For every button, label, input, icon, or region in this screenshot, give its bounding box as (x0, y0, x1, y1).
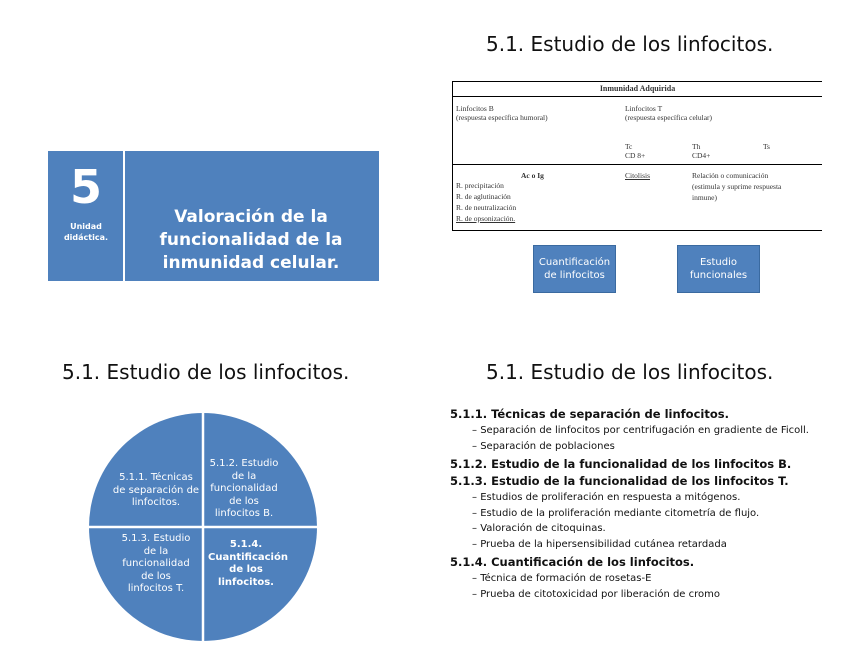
outline-item: – Separación de linfocitos por centrifugación en gradiente de Ficoll. (472, 425, 809, 436)
pie-quadrant-1: 5.1.1. Técnicas de separación de linfocitos. (112, 472, 200, 508)
slide4-title: 5.1. Estudio de los linfocitos. (486, 360, 774, 384)
table-cell: Ts (763, 142, 770, 151)
table-cell: R. de opsonización. (456, 214, 516, 223)
outline-section-2: 5.1.2. Estudio de la funcionalidad de los linfocitos B. (450, 457, 792, 471)
table-cell: (respuesta específica humoral) (456, 113, 548, 122)
cuantificacion-box (533, 245, 616, 293)
pie-quadrant-4: 5.1.4. Cuantificación de los linfocitos. (208, 539, 288, 588)
estudio-funcionales-label: Estudio funcionales (689, 257, 748, 281)
table-cell: (estimula y suprime respuesta (692, 182, 782, 191)
outline-list (450, 406, 835, 604)
outline-item: – Estudio de la proliferación mediante citometría de flujo. (472, 507, 760, 519)
table-cell: Th (692, 142, 701, 151)
outline-item: – Valoración de citoquinas. (472, 523, 606, 534)
table-cell: Tc (625, 142, 633, 151)
pie-diagram (88, 411, 318, 643)
table-header: Inmunidad Adquirida (599, 84, 676, 93)
table-cell: (respuesta específica celular) (625, 113, 713, 122)
table-cell: Linfocitos T (625, 104, 663, 113)
table-cell: R. de aglutinación (456, 192, 511, 201)
table-cell: Ac o Ig (521, 171, 544, 180)
table-cell: CD 8+ (625, 151, 646, 160)
slide2-title: 5.1. Estudio de los linfocitos. (486, 32, 774, 56)
outline-section-1: 5.1.1. Técnicas de separación de linfocitos. (450, 407, 729, 421)
outline-item: – Prueba de la hipersensibilidad cutánea retardada (472, 538, 727, 550)
cuantificacion-label: Cuantificación de linfocitos (538, 257, 611, 281)
table-cell: CD4+ (692, 151, 711, 160)
unit-title: Valoración de la funcionalidad de la inmunidad celular. (159, 207, 343, 273)
unit-label: Unidad didáctica. (63, 222, 109, 242)
table-cell: inmune) (692, 193, 717, 202)
table-cell: Relación o comunicación (692, 171, 769, 180)
immunity-table (452, 81, 822, 231)
outline-section-4: 5.1.4. Cuantificación de los linfocitos. (450, 555, 695, 569)
estudio-funcionales-box (677, 245, 760, 293)
outline-item: – Separación de poblaciones (472, 440, 615, 452)
table-cell: Citolisis (625, 171, 651, 180)
pie-quadrant-2: 5.1.2. Estudio de la funcionalidad de los linfocitos B. (209, 458, 279, 519)
outline-section-3: 5.1.3. Estudio de la funcionalidad de los linfocitos T. (450, 474, 789, 488)
table-cell: R. precipitación (456, 181, 504, 190)
table-cell: R. de neutralización (456, 203, 517, 212)
outline-item: – Técnica de formación de rosetas-E (472, 573, 652, 584)
outline-item: – Estudios de proliferación en respuesta a mitógenos. (472, 492, 741, 503)
outline-item: – Prueba de citotoxicidad por liberación de cromo (472, 588, 721, 600)
unit-number: 5 (69, 160, 102, 214)
slide3-title: 5.1. Estudio de los linfocitos. (62, 360, 350, 384)
pie-quadrant-3: 5.1.3. Estudio de la funcionalidad de los linfocitos T. (121, 533, 191, 594)
table-cell: Linfocitos B (456, 104, 494, 113)
